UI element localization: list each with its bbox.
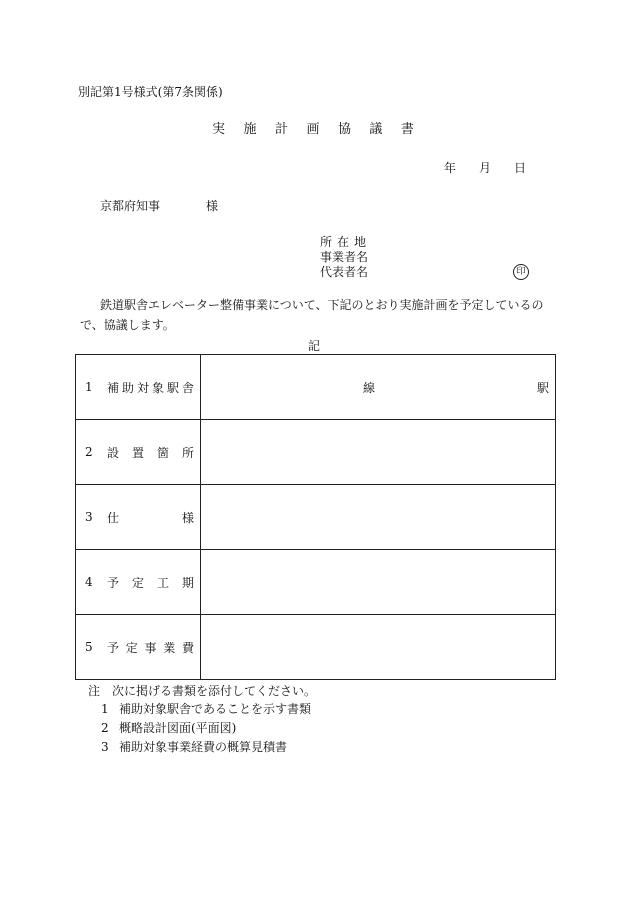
label-char: 仕 [107,510,120,525]
row-label [107,574,194,591]
label-char: 期 [181,575,194,590]
table-row [76,485,556,550]
row-label-cell [76,550,201,615]
address-char: 所 [320,235,333,249]
row-value-cell[interactable] [201,485,556,550]
row-label-cell [76,420,201,485]
details-table [75,354,556,680]
label-char: 定 [125,640,138,655]
row-number: 5 [85,640,93,654]
note-item-number: 3 [101,740,109,754]
table-row [76,550,556,615]
label-char: 舎 [181,380,194,395]
document-title [212,123,414,137]
row-label [107,379,194,396]
label-char: 置 [131,445,144,460]
body-text-line-2: で、協議します。 [80,318,175,332]
ki-heading: 記 [308,339,321,353]
row-label-cell [76,615,201,680]
row-value-cell[interactable] [201,355,556,420]
title-char: 施 [243,122,257,137]
label-char: 工 [156,575,169,590]
date-year: 年 [444,161,457,175]
title-char: 計 [274,122,288,137]
title-char: 議 [369,122,383,137]
label-char: 予 [107,640,120,655]
label-char: 様 [181,510,194,525]
row-number: 1 [85,380,93,394]
row-number: 4 [85,575,93,589]
label-char: 箇 [156,445,169,460]
address-char: 地 [353,235,366,249]
applicant-business-name-label: 事業者名 [320,250,369,264]
note-item-number: 2 [101,721,109,735]
table-row [76,615,556,680]
form-number: 別記第1号様式(第7条関係) [78,85,223,99]
label-char: 象 [151,380,164,395]
addressee-honorific: 様 [206,199,219,213]
note-item-text: 概略設計図面(平面図) [119,721,237,735]
body-text-line-1: 鉄道駅舎エレベーター整備事業について、下記のとおり実施計画を予定しているの [100,298,544,312]
row-label-cell [76,355,201,420]
note-item-text: 補助対象事業経費の概算見積書 [119,740,288,754]
row-number: 3 [85,510,93,524]
table-row [76,355,556,420]
title-char: 実 [212,122,226,137]
title-char: 協 [337,122,351,137]
applicant-address-label [320,235,366,249]
label-char: 予 [107,575,120,590]
note-item-text: 補助対象駅舎であることを示す書類 [119,702,312,716]
table-row [76,420,556,485]
title-char: 画 [306,122,320,137]
row-value-cell[interactable] [201,615,556,680]
label-char: 事 [144,640,157,655]
label-char: 補 [107,380,120,395]
address-char: 在 [336,235,349,249]
date-line [444,161,526,175]
label-char: 業 [163,640,176,655]
label-char: 対 [136,380,149,395]
row-label [107,509,194,526]
row-value-cell[interactable] [201,420,556,485]
date-month: 月 [478,161,491,175]
row-number: 2 [85,445,93,459]
line-label: 線 [363,380,376,395]
label-char: 費 [181,640,194,655]
row-label [107,444,194,461]
title-char: 書 [400,122,414,137]
row-label-cell [76,485,201,550]
label-char: 駅 [166,380,179,395]
addressee-name: 京都府知事 [100,199,161,213]
seal-mark: 印 [513,264,529,280]
station-label: 駅 [536,380,549,395]
applicant-representative-label: 代表者名 [320,265,369,279]
label-char: 設 [107,445,120,460]
label-char: 助 [121,380,134,395]
label-char: 所 [181,445,194,460]
label-char: 定 [131,575,144,590]
note-item-number: 1 [101,702,109,716]
date-day: 日 [513,161,526,175]
row-value-cell[interactable] [201,550,556,615]
row-label [107,639,194,656]
notes-heading: 注 次に掲げる書類を添付してください。 [88,684,317,698]
